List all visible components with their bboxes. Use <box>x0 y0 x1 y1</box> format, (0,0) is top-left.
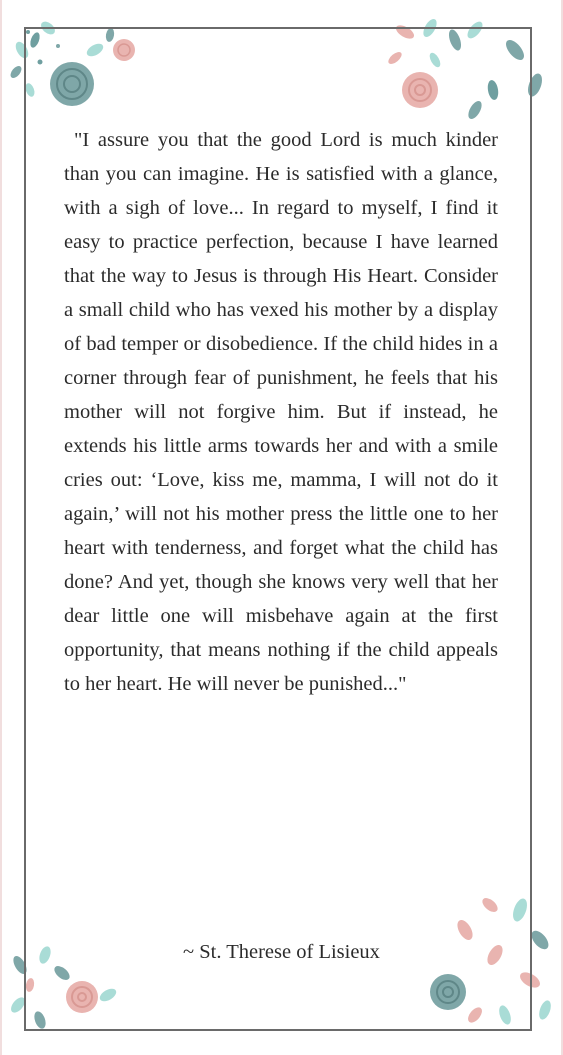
quote-text: "I assure you that the good Lord is much kinder than you can imagine. He is satisfied with a glance, with a sigh of love... In regard to myself, I find it easy to practice perfection, because I have learned that the way to Jesus is through His Heart. Consider a small child who has vexed his mother by a display of bad temper or disobedience. If the child hides in a corner through fear of punishment, he feels that his mother will not forgive him. But if instead, he extends his little arms towards her and with a smile cries out: ‘Love, kiss me, mamma, I will not do it again,’ will not his mother press the little one to her heart with tenderness, and forget what the child has done? And yet, though she knows very well that her dear little one will misbehave again at the first opportunity, that means nothing if the child appeals to her heart. He will never be punished..." <box>64 129 498 695</box>
quote-attribution: ~ St. Therese of Lisieux <box>183 941 380 963</box>
